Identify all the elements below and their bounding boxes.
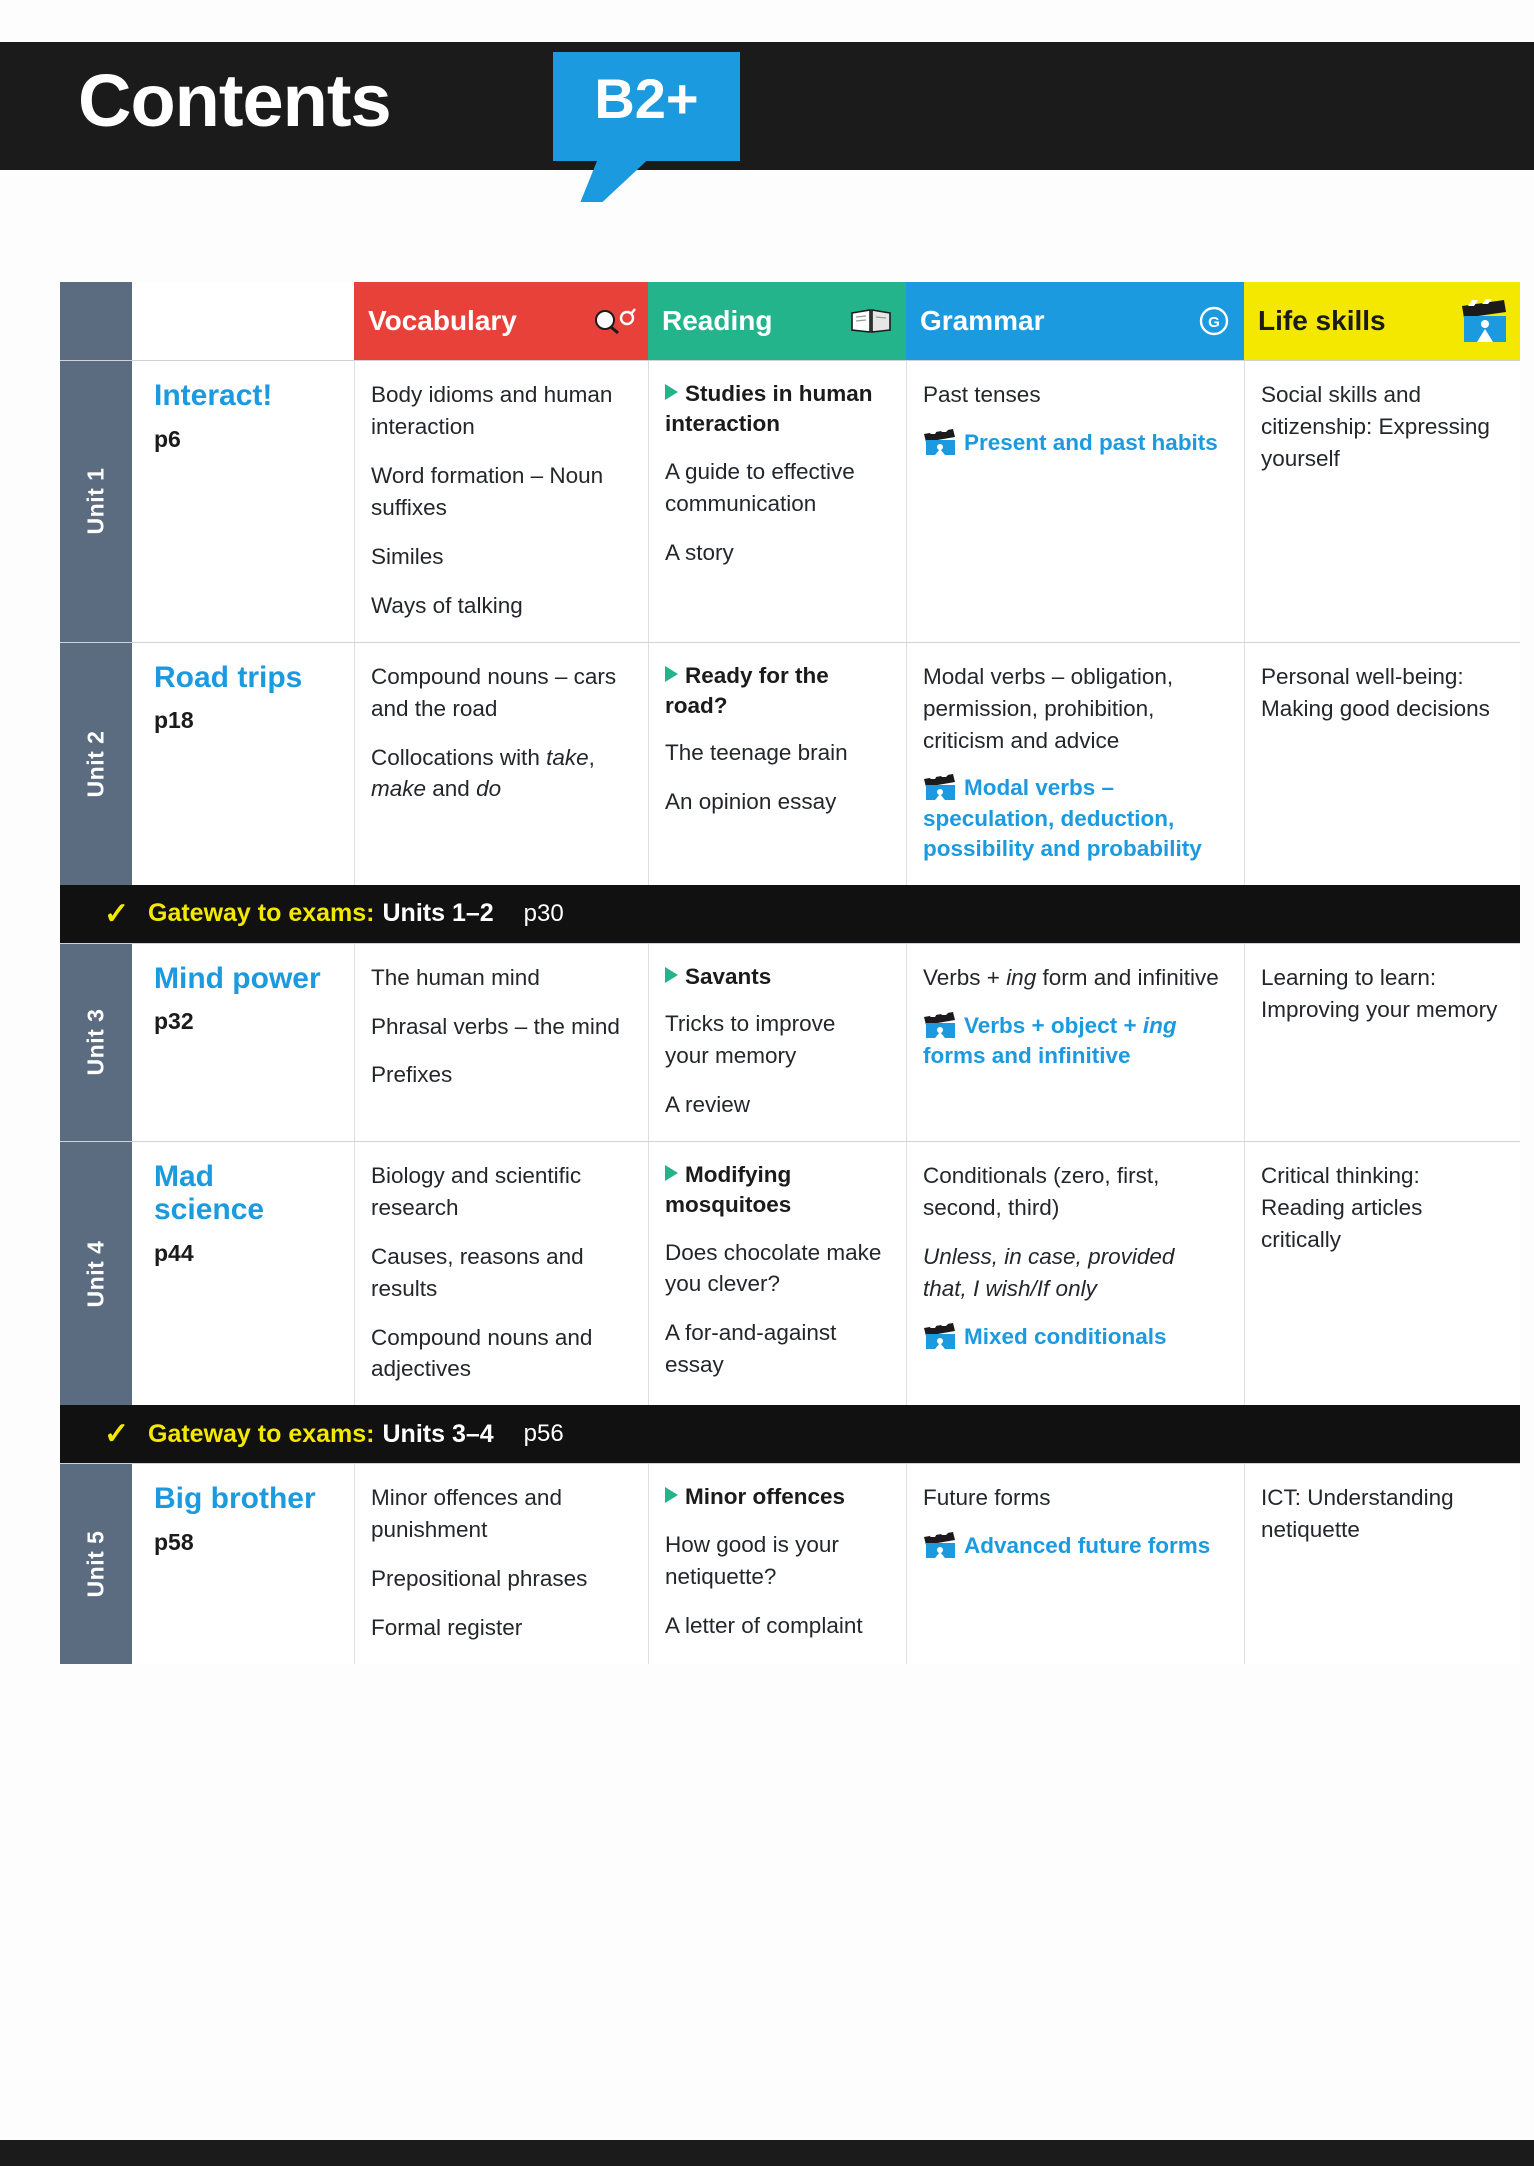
life-skills-item: Critical thinking: Reading articles critically	[1261, 1162, 1423, 1252]
vocabulary-item: Formal register	[371, 1615, 523, 1641]
table-header-row	[60, 282, 1520, 360]
vocabulary-cell	[354, 1464, 648, 1664]
table-row	[60, 943, 1520, 1141]
play-triangle-icon	[665, 1487, 678, 1503]
unit-cell	[132, 1464, 354, 1664]
vocabulary-cell	[354, 361, 648, 642]
play-triangle-icon	[665, 384, 678, 400]
grammar-item: Conditionals (zero, first, second, third)	[923, 1162, 1160, 1220]
grammar-video-item[interactable]: Verbs + object + ing forms and infinitive	[923, 1012, 1177, 1068]
life-skills-item: Social skills and citizenship: Expressing yourself	[1261, 382, 1490, 471]
grammar-cell	[906, 1142, 1244, 1406]
footer-band	[0, 2140, 1534, 2166]
play-triangle-icon	[665, 666, 678, 682]
unit-spine-label: Unit 3	[82, 1008, 109, 1076]
vocabulary-item: Prepositional phrases	[371, 1566, 588, 1592]
video-clapper-icon	[923, 1532, 957, 1558]
level-badge	[553, 52, 740, 174]
video-clapper-icon	[923, 429, 957, 455]
gateway-units: Units 3–4	[382, 1419, 494, 1448]
unit-page-number: p18	[154, 707, 194, 734]
vocabulary-item: Compound nouns – cars and the road	[371, 663, 617, 721]
level-badge-label: B2+	[594, 67, 699, 130]
play-triangle-icon	[665, 967, 678, 983]
grammar-item: Verbs + ing form and infinitive	[923, 964, 1219, 990]
reading-item: A letter of complaint	[665, 1612, 863, 1638]
column-header-reading	[648, 282, 906, 360]
unit-spine-label: Unit 2	[82, 730, 109, 798]
life-skills-cell	[1244, 361, 1520, 642]
life-skills-item: Personal well-being: Making good decisions	[1261, 663, 1490, 721]
grammar-video-item[interactable]: Present and past habits	[923, 428, 1222, 458]
table-row	[60, 642, 1520, 885]
reading-cell	[648, 944, 906, 1141]
unit-spine	[60, 1142, 132, 1406]
grammar-cell	[906, 643, 1244, 885]
reading-item: Does chocolate make you clever?	[665, 1239, 882, 1297]
unit-title[interactable]: Mad science	[154, 1159, 265, 1227]
gateway-label: Gateway to exams:	[148, 1419, 375, 1448]
reading-item: How good is your netiquette?	[665, 1531, 839, 1589]
check-icon: ✓	[104, 897, 130, 931]
reading-heading: Ready for the road?	[665, 662, 829, 718]
unit-page-number: p44	[154, 1239, 194, 1266]
svg-text:G: G	[1208, 314, 1220, 331]
table-row	[60, 1463, 1520, 1664]
reading-item: Tricks to improve your memory	[665, 1010, 836, 1068]
reading-item: The teenage brain	[665, 740, 848, 766]
life-skills-cell	[1244, 1142, 1520, 1406]
grammar-video-item[interactable]: Mixed conditionals	[923, 1322, 1222, 1352]
unit-cell	[132, 361, 354, 642]
gear-g-icon	[1196, 303, 1232, 339]
gateway-units: Units 1–2	[382, 899, 494, 928]
vocabulary-item: Word formation – Noun suffixes	[371, 462, 604, 520]
unit-spine	[60, 361, 132, 642]
unit-title[interactable]: Road trips	[154, 660, 303, 694]
header-unit	[132, 282, 354, 360]
play-triangle-icon	[665, 1165, 678, 1181]
vocabulary-item: Biology and scientific research	[371, 1162, 582, 1220]
unit-title[interactable]: Interact!	[154, 379, 273, 412]
reading-item: A for-and-against essay	[665, 1320, 837, 1378]
column-header-vocabulary	[354, 282, 648, 360]
unit-spine-label: Unit 4	[82, 1240, 109, 1308]
open-book-icon	[850, 306, 894, 336]
unit-spine-label: Unit 1	[82, 467, 109, 535]
reading-heading: Minor offences	[665, 1482, 884, 1512]
vocabulary-cell	[354, 1142, 648, 1406]
header-spine	[60, 282, 132, 360]
reading-item: A story	[665, 539, 734, 565]
vocabulary-item: Minor offences and punishment	[371, 1485, 562, 1543]
gateway-page: p56	[523, 1420, 564, 1448]
reading-heading: Studies in human interaction	[665, 381, 873, 437]
vocabulary-cell	[354, 944, 648, 1141]
grammar-video-item[interactable]: Advanced future forms	[923, 1531, 1222, 1561]
unit-spine	[60, 944, 132, 1141]
vocabulary-item: Body idioms and human interaction	[371, 382, 613, 439]
unit-cell	[132, 944, 354, 1141]
video-clapper-icon	[923, 774, 957, 800]
gateway-to-exams-band	[60, 1405, 1520, 1463]
grammar-item: Future forms	[923, 1485, 1051, 1511]
unit-page-number: p32	[154, 1008, 194, 1035]
vocabulary-item: Causes, reasons and results	[371, 1243, 584, 1301]
unit-page-number: p58	[154, 1528, 194, 1555]
grammar-item: Past tenses	[923, 382, 1041, 407]
reading-cell	[648, 643, 906, 885]
life-skills-cell	[1244, 1464, 1520, 1664]
unit-title[interactable]: Mind power	[154, 961, 321, 995]
vocabulary-item: Phrasal verbs – the mind	[371, 1013, 620, 1039]
vocabulary-item: Compound nouns and adjectives	[371, 1324, 593, 1382]
gateway-to-exams-band	[60, 885, 1520, 943]
vocabulary-item: The human mind	[371, 964, 540, 990]
magnifier-icon	[592, 306, 636, 336]
table-row	[60, 1141, 1520, 1406]
reading-heading: Modifying mosquitoes	[665, 1161, 792, 1218]
gateway-label: Gateway to exams:	[148, 899, 375, 928]
table-body	[60, 360, 1520, 1664]
check-icon: ✓	[104, 1417, 130, 1451]
vocabulary-item: Collocations with take, make and do	[371, 744, 595, 802]
column-header-vocabulary-label: Vocabulary	[368, 305, 517, 336]
unit-page-number: p6	[154, 425, 181, 452]
unit-spine	[60, 1464, 132, 1664]
reading-item: An opinion essay	[665, 789, 837, 815]
life-skills-item: ICT: Understanding netiquette	[1261, 1485, 1454, 1543]
reading-cell	[648, 1142, 906, 1406]
table-row	[60, 360, 1520, 642]
life-skills-cell	[1244, 643, 1520, 885]
grammar-cell	[906, 944, 1244, 1141]
page-title: Contents	[78, 59, 391, 142]
unit-spine-label: Unit 5	[82, 1530, 109, 1598]
vocabulary-item: Similes	[371, 543, 444, 569]
reading-cell	[648, 361, 906, 642]
reading-item: A guide to effective communication	[665, 458, 855, 516]
reading-heading: Savants	[665, 962, 884, 992]
video-clapper-icon	[923, 1323, 957, 1349]
level-badge-tail	[581, 160, 648, 202]
column-header-grammar-label: Grammar	[920, 305, 1045, 336]
contents-table	[60, 282, 1520, 1664]
column-header-reading-label: Reading	[662, 305, 773, 336]
gateway-page: p30	[523, 899, 564, 927]
unit-spine	[60, 643, 132, 885]
grammar-video-item[interactable]: Modal verbs – speculation, deduction, possibility and probability	[923, 775, 1202, 862]
grammar-item: Modal verbs – obligation, permission, prohibition, criticism and advice	[923, 663, 1174, 753]
column-header-life-skills-label: Life skills	[1258, 305, 1386, 336]
vocabulary-cell	[354, 643, 648, 885]
reading-cell	[648, 1464, 906, 1664]
unit-cell	[132, 1142, 354, 1406]
unit-cell	[132, 643, 354, 885]
grammar-cell	[906, 361, 1244, 642]
grammar-item: Unless, in case, provided that, I wish/If only	[923, 1243, 1175, 1301]
life-skills-item: Learning to learn: Improving your memory	[1261, 964, 1498, 1022]
vocabulary-item: Ways of talking	[371, 592, 523, 618]
video-clapper-icon	[923, 1012, 957, 1038]
unit-title[interactable]: Big brother	[154, 1482, 316, 1516]
reading-item: A review	[665, 1091, 751, 1117]
clapperboard-person-icon	[1458, 298, 1508, 344]
column-header-life-skills	[1244, 282, 1520, 360]
life-skills-cell	[1244, 944, 1520, 1141]
grammar-cell	[906, 1464, 1244, 1664]
column-header-grammar	[906, 282, 1244, 360]
vocabulary-item: Prefixes	[371, 1062, 453, 1088]
